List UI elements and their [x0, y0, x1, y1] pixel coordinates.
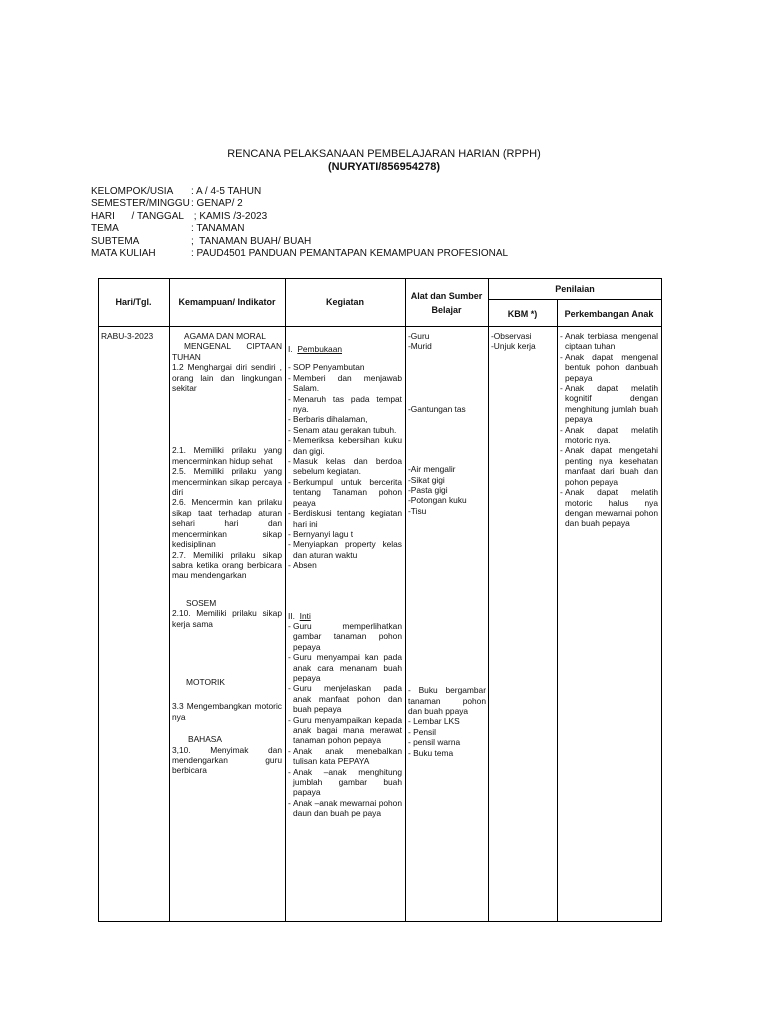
- rpph-table: [98, 278, 662, 922]
- cell-perkembangan: [560, 331, 658, 529]
- list-item: - Guru menyampai kan pada anak cara menanam buah pepaya: [288, 652, 402, 683]
- document-title: RENCANA PELAKSANAAN PEMBELAJARAN HARIAN (RPPH): [227, 148, 541, 160]
- list-item: - Anak –anak mewarnai pohon daun dan buah pe paya: [288, 797, 402, 819]
- header-hari: Hari/Tgl.: [115, 297, 152, 307]
- table-border-left: [98, 278, 99, 922]
- info-row-kelompok: KELOMPOK/USIA : A / 4-5 TAHUN: [91, 186, 262, 197]
- list-item: - Berbaris dihalaman,: [288, 414, 368, 425]
- table-border-right: [661, 278, 662, 922]
- list-item: - Anak anak menebalkan tulisan kata PEPAYA: [288, 745, 402, 767]
- header-kegiatan: Kegiatan: [325, 297, 364, 307]
- info-row-subtema: SUBTEMA ; TANAMAN BUAH/ BUAH: [91, 235, 312, 247]
- header-perkembangan: Perkembangan Anak: [564, 309, 654, 319]
- list-item: - Anak dapat mengetahi penting nya kesehatan manfaat dari buah dan pohon pepaya: [560, 445, 658, 487]
- document-subtitle: (NURYATI/856954278): [327, 161, 441, 173]
- list-item: - Senam atau gerakan tubuh.: [288, 424, 397, 435]
- list-item: - Memeriksa kebersihan kuku dan gigi.: [288, 435, 402, 456]
- list-item: - Guru menjelaskan pada anak manfaat pohon dan buah pepaya: [288, 683, 402, 715]
- list-item: - Bernyanyi lagu t: [288, 528, 354, 539]
- list-item: - Berdiskusi tentang kegiatan hari ini: [288, 508, 402, 529]
- list-item: - Anak dapat melatih motoric halus nya dengan mewarnai pohon dan buah pepaya: [560, 487, 658, 529]
- list-item: - Guru menyampaikan kepada anak bagai mana merawat tanaman pohon pepaya: [288, 714, 402, 746]
- table-col-divider: [405, 278, 406, 922]
- table-col-divider: [557, 299, 558, 922]
- list-item: - Anak dapat melatih motoric nya.: [560, 424, 658, 446]
- cell-hari: RABU-3-2023: [101, 331, 154, 341]
- table-border-top: [98, 278, 662, 279]
- header-penilaian: Penilaian: [555, 284, 595, 294]
- table-col-divider: [285, 278, 286, 922]
- header-kbm: KBM *): [507, 309, 538, 319]
- kegiatan-inti-heading: II. Inti: [288, 610, 311, 621]
- header-alat: Alat dan Sumber Belajar: [410, 291, 483, 315]
- list-item: - Menyiapkan property kelas dan aturan waktu: [288, 539, 402, 560]
- info-row-semester: SEMESTER/MINGGU : GENAP/ 2: [91, 198, 243, 210]
- list-item: - Anak –anak menghitung jumblah gambar buah papaya: [288, 766, 402, 798]
- list-item: - Masuk kelas dan berdoa sebelum kegiatan.: [288, 456, 402, 477]
- table-subheader-line: [488, 299, 662, 300]
- info-row-hari: HARI / TANGGAL ; KAMIS /3-2023: [91, 210, 268, 222]
- table-header-line: [98, 326, 662, 327]
- cell-kemampuan: AGAMA DAN MORAL MENGENAL CIPTAAN TUHAN 1.2 Menghargai diri sendiri , orang lain dan lingkungan sekitar 2.1. Memiliki prilaku yang mencerminkan hidup sehat 2.5. Memiliki prilaku yang mencerminkan sikap percaya diri 2.6. Mencermin kan prilaku sikap taat terhadap aturan sehari hari dan mencerminkan sikap kedisiplinan 2.7. Memiliki prilaku sikap sabra ketika orang berbicara mau mendengarkan SOSEM 2.10. Memiliki prilaku sikap kerja sama MOTORIK 3.3 Mengembangkan motoric nya BAHASA 3,10. Menyimak dan mendengarkan guru berbicara: [172, 331, 282, 776]
- kegiatan-pembukaan-heading: I. Pembukaan: [288, 344, 343, 354]
- cell-alat: -Guru -Murid -Gantungan tas -Air mengalir -Sikat gigi -Pasta gigi -Potongan kuku -Tisu - Buku bergambar tanaman pohon dan buah ppaya - Lembar LKS - Pensil - pensil warna - Buku tema: [408, 331, 486, 758]
- table-col-divider: [169, 278, 170, 922]
- list-item: - Memberi dan menjawab Salam.: [288, 372, 402, 394]
- kemampuan-motorik: MOTORIK: [186, 676, 225, 687]
- list-item: - Menaruh tas pada tempat nya.: [288, 393, 402, 415]
- kemampuan-bahasa: BAHASA: [188, 734, 222, 745]
- list-item: - Guru memperlihatkan gambar tanaman pohon pepaya: [288, 620, 402, 652]
- list-item: - Berkumpul untuk bercerita tentang Tanaman pohon peaya: [288, 476, 402, 508]
- kemampuan-agama: AGAMA DAN MORAL: [184, 331, 266, 341]
- list-item: - Anak dapat melatih kognitif dengan menghitung jumlah buah pepaya: [560, 383, 658, 425]
- info-row-tema: TEMA : TANAMAN: [91, 223, 245, 235]
- cell-kegiatan: [288, 344, 402, 819]
- list-item: - Absen: [288, 560, 317, 571]
- table-border-bottom: [98, 921, 662, 922]
- info-row-mata-kuliah: MATA KULIAH : PAUD4501 PANDUAN PEMANTAPAN KEMAMPUAN PROFESIONAL: [91, 248, 509, 260]
- table-col-divider: [488, 278, 489, 922]
- list-item: - Anak dapat mengenal bentuk pohon danbuah pepaya: [560, 351, 658, 383]
- kemampuan-sosem: SOSEM: [186, 597, 217, 608]
- list-item: - Anak terbiasa mengenal ciptaan tuhan: [560, 331, 658, 352]
- header-kemampuan: Kemampuan/ Indikator: [178, 297, 276, 307]
- list-item: - SOP Penyambutan: [288, 362, 365, 373]
- cell-kbm: -Observasi -Unjuk kerja: [491, 331, 536, 352]
- info-block: [91, 186, 508, 260]
